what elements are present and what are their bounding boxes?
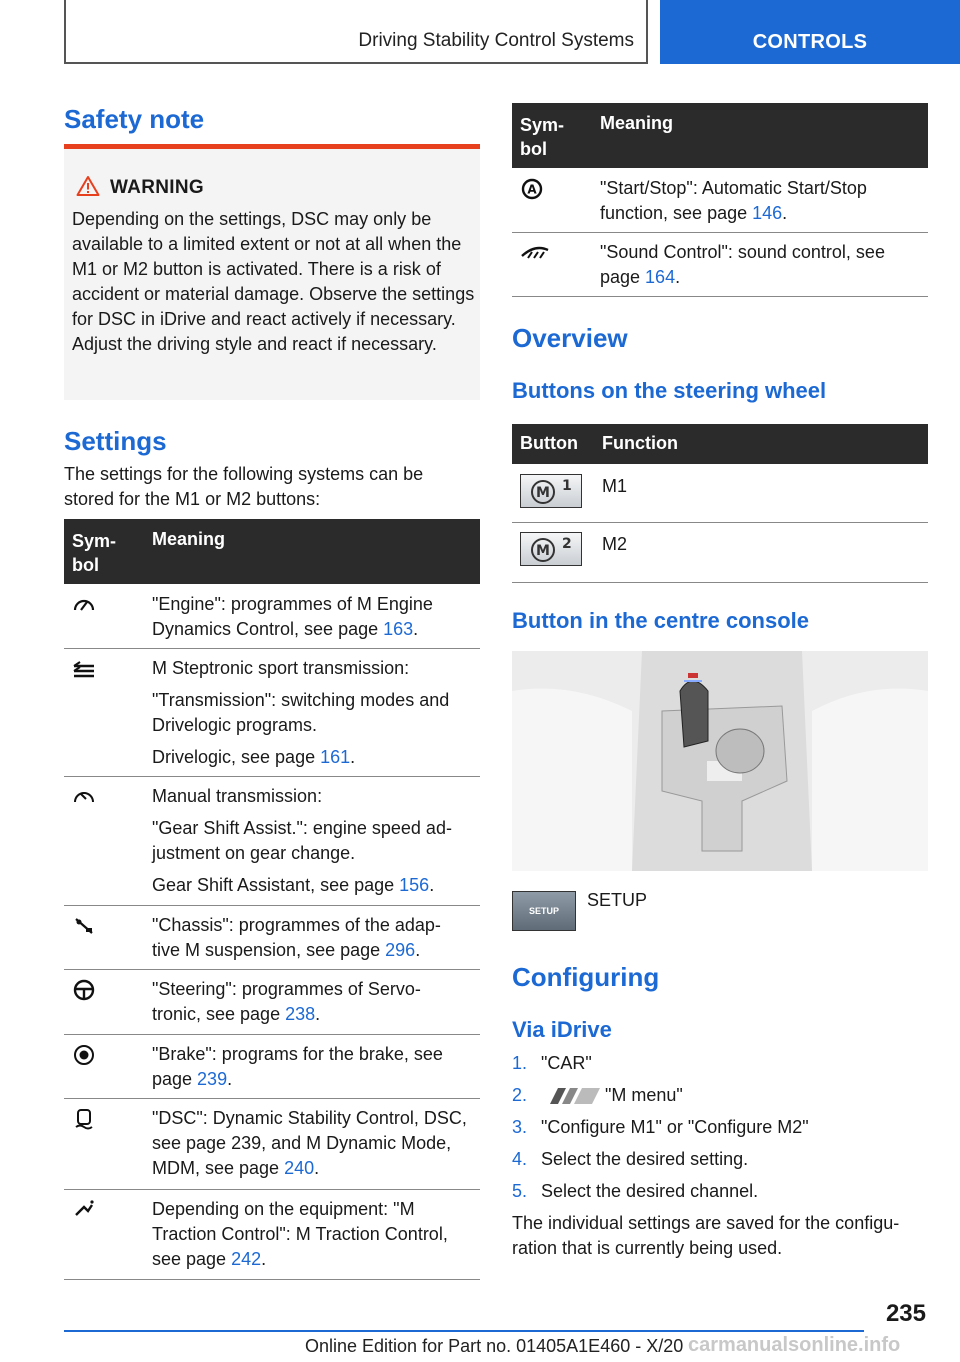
settings-row	[64, 905, 480, 970]
col-function: Function	[602, 433, 678, 453]
row-text: "Gear Shift Assist.": engine speed ad- justment on gear change.	[152, 818, 452, 863]
step-item	[512, 1051, 928, 1083]
warning-box	[64, 144, 480, 400]
row-text: Gear Shift Assistant, see page	[152, 875, 400, 895]
page-number: 235	[885, 1300, 926, 1327]
step-text: Select the desired setting.	[541, 1149, 749, 1169]
m1-glyph	[521, 475, 581, 507]
row-text: "Start/Stop": Automatic Start/Stop function, see page	[600, 178, 867, 223]
row-text: "DSC": Dynamic Stability Control, DSC, see page 239, and M Dynamic Mode, MDM, see page	[152, 1108, 467, 1178]
configure-steps	[512, 1051, 928, 1211]
step-text: "CAR"	[541, 1053, 592, 1073]
settings-intro: The settings for the following systems can be stored for the M1 or M2 buttons:	[64, 464, 424, 509]
buttons-table-row	[512, 522, 928, 583]
buttons-table-row	[512, 464, 928, 523]
page-link[interactable]: 242	[231, 1249, 262, 1269]
page-link[interactable]: 156	[399, 875, 430, 895]
overview-heading: Overview	[512, 323, 628, 353]
configuring-closing-text: The individual settings are saved for the configu- ration that is currently being used.	[512, 1213, 900, 1258]
step-number: 5.	[512, 1181, 528, 1201]
console-illustration	[512, 651, 928, 871]
step-text: Select the desired channel.	[541, 1181, 759, 1201]
buttons-table-header	[512, 424, 928, 464]
warning-title: WARNING	[110, 177, 204, 198]
svg-text:2: 2	[562, 536, 572, 552]
button-function-label: M2	[602, 534, 628, 554]
row-text: "Steering": programmes of Servo- tronic, see page	[152, 979, 421, 1024]
step-item	[512, 1115, 928, 1147]
row-suffix: .	[782, 203, 788, 223]
row-text: "Sound Control": sound control, see page	[600, 242, 885, 287]
sound-control-icon	[520, 242, 550, 264]
row-text: "Chassis": programmes of the adap- tive M suspension, see page	[152, 915, 441, 960]
step-item	[512, 1083, 928, 1115]
warning-text: Depending on the settings, DSC may only be available to a limited extent or not at all when the M1 or M2 button is activated. There is a risk of accident or material damage. Observe the settings for DSC in iDrive and react actively if necessary. Adjust the driving style and react if necessary.	[72, 209, 475, 354]
page-link[interactable]: 163	[383, 619, 414, 639]
svg-text:1: 1	[562, 478, 572, 494]
settings-row	[64, 776, 480, 906]
row-suffix: .	[429, 875, 435, 895]
step-number: 1.	[512, 1053, 528, 1073]
row-suffix: .	[675, 267, 681, 287]
row-suffix: .	[315, 1004, 321, 1024]
start-stop-icon	[520, 178, 544, 200]
row-text: Depending on the equipment: "M Traction Control": M Traction Control, see page	[152, 1199, 448, 1269]
settings-table-header	[64, 519, 480, 584]
row-suffix: .	[415, 940, 421, 960]
col-symbol: Sym- bol	[72, 531, 117, 575]
header-tab-controls[interactable]	[660, 0, 960, 64]
row-suffix: .	[350, 747, 356, 767]
col-meaning: Meaning	[152, 529, 226, 549]
watermark: carmanualsonline.info	[688, 1334, 901, 1356]
step-number: 2.	[512, 1085, 528, 1105]
traction-icon	[72, 1199, 96, 1221]
steering-icon	[72, 979, 96, 1001]
setup-label: SETUP	[587, 890, 648, 910]
page-link[interactable]: 239	[197, 1069, 228, 1089]
step-text: "Configure M1" or "Configure M2"	[541, 1117, 809, 1137]
header-section-title: Driving Stability Control Systems	[358, 30, 634, 51]
settings-row	[64, 1189, 480, 1280]
page-link[interactable]: 161	[320, 747, 351, 767]
centre-console-subheading: Button in the centre console	[512, 608, 810, 633]
row-text: "Transmission": switching modes and Drivelogic programs.	[152, 690, 450, 735]
settings-row	[64, 584, 480, 649]
dsc-icon	[72, 1108, 96, 1130]
page-link[interactable]: 296	[385, 940, 416, 960]
page-link[interactable]: 146	[752, 203, 783, 223]
row-text: Drivelogic, see page	[152, 747, 321, 767]
via-idrive-subheading: Via iDrive	[512, 1017, 612, 1042]
row-suffix: .	[314, 1158, 320, 1178]
row-suffix: .	[227, 1069, 233, 1089]
chassis-icon	[72, 915, 96, 937]
col-meaning: Meaning	[600, 113, 674, 133]
step-text: "M menu"	[605, 1085, 683, 1105]
col-symbol: Sym- bol	[520, 115, 565, 159]
step-number: 4.	[512, 1149, 528, 1169]
svg-text:A: A	[527, 182, 537, 197]
row-text: "Engine": programmes of M Engine Dynamics Control, see page	[152, 594, 433, 639]
header-tab-label: CONTROLS	[752, 31, 868, 53]
step-item	[512, 1147, 928, 1179]
footer-divider	[64, 1330, 864, 1332]
col-button: Button	[520, 433, 578, 453]
settings-row	[64, 648, 480, 777]
right-table-row	[512, 232, 928, 297]
setup-button-icon[interactable]: SETUP	[512, 891, 576, 931]
m1-button-icon[interactable]	[520, 474, 582, 508]
row-suffix: .	[261, 1249, 267, 1269]
settings-row	[64, 1098, 480, 1190]
page-link[interactable]: 240	[284, 1158, 315, 1178]
header-section-box	[64, 0, 648, 64]
page-link[interactable]: 238	[285, 1004, 316, 1024]
row-text: M Steptronic sport transmission:	[152, 658, 410, 678]
settings-heading: Settings	[64, 426, 167, 456]
steering-buttons-subheading: Buttons on the steering wheel	[512, 378, 827, 403]
row-text: "Brake": programs for the brake, see page	[152, 1044, 443, 1089]
step-item	[512, 1179, 928, 1211]
step-number: 3.	[512, 1117, 528, 1137]
m-menu-icon	[546, 1086, 602, 1106]
right-table-header	[512, 103, 928, 168]
configuring-heading: Configuring	[512, 962, 660, 992]
brake-icon	[72, 1044, 96, 1066]
safety-note-heading: Safety note	[64, 104, 205, 134]
m2-glyph	[521, 533, 581, 565]
centre-console-image	[512, 651, 928, 871]
gear-shift-icon	[72, 786, 96, 808]
svg-text:M: M	[536, 485, 550, 501]
warning-icon	[76, 175, 100, 197]
settings-row	[64, 1034, 480, 1099]
m2-button-icon[interactable]	[520, 532, 582, 566]
right-table-row	[512, 168, 928, 233]
engine-icon	[72, 594, 96, 616]
settings-row	[64, 969, 480, 1035]
transmission-icon	[72, 660, 96, 682]
button-function-label: M1	[602, 476, 628, 496]
row-text: Manual transmission:	[152, 786, 323, 806]
svg-text:M: M	[536, 543, 550, 559]
footer-edition: Online Edition for Part no. 01405A1E460 - X/20	[305, 1336, 684, 1356]
row-suffix: .	[413, 619, 419, 639]
page-link[interactable]: 164	[645, 267, 676, 287]
